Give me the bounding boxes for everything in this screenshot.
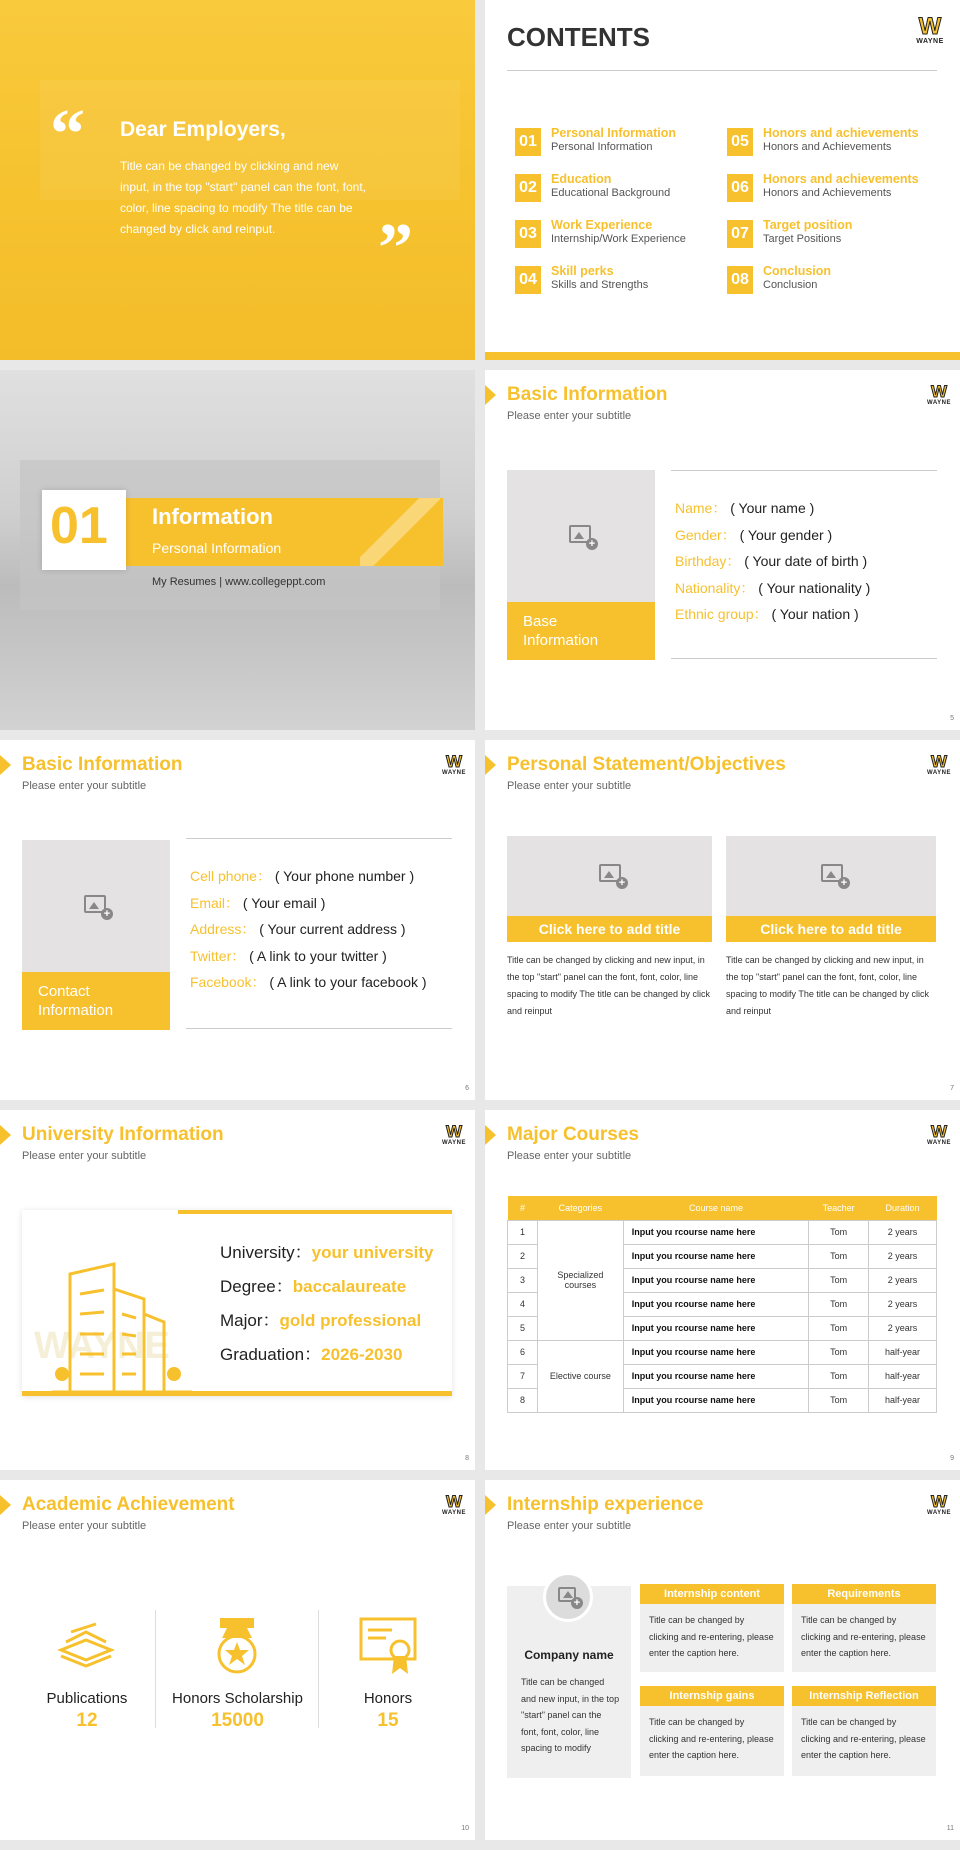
university-row xyxy=(220,1272,434,1306)
section-number: 01 xyxy=(50,497,108,555)
books-icon xyxy=(56,1620,116,1670)
letter-body: Title can be changed by clicking and new input, in the top "start" panel can the font, font, color, line spacing to modify The title can be changed by click and reinput. xyxy=(120,159,367,236)
image-icon xyxy=(569,525,591,543)
wayne-logo: W WAYNE xyxy=(927,752,951,776)
contents-item-title: Honors and achievements xyxy=(763,172,919,186)
row-number: 7 xyxy=(508,1364,538,1388)
course-name-cell[interactable]: Input you rcourse name here xyxy=(623,1292,808,1316)
wayne-logo: W WAYNE xyxy=(927,1492,951,1516)
section-subtitle: Personal Information xyxy=(152,540,282,556)
page-number: 8 xyxy=(465,1455,469,1462)
row-number: 8 xyxy=(508,1388,538,1412)
field-label: Ethnic group： xyxy=(675,606,768,622)
category-cell: Elective course xyxy=(537,1340,623,1412)
box-body: Title can be changed by clicking and re-entering, please enter the caption here. xyxy=(801,1615,926,1658)
bottom-divider xyxy=(671,658,937,659)
header-cell: Course name xyxy=(688,1202,744,1213)
section-title: Information xyxy=(152,504,273,529)
field-label: Nationality： xyxy=(675,579,755,596)
info-field xyxy=(675,551,870,578)
duration-cell: 2 years xyxy=(869,1244,937,1268)
bottom-accent-bar xyxy=(485,352,960,360)
image-icon xyxy=(821,864,843,882)
page-number: 11 xyxy=(946,1825,954,1832)
photo-placeholder[interactable] xyxy=(22,840,170,1030)
image-icon xyxy=(599,864,621,882)
box-body: Title can be changed by clicking and re-entering, please enter the caption here. xyxy=(649,1615,774,1658)
duration-cell: 2 years xyxy=(869,1220,937,1244)
teacher-cell: Tom xyxy=(809,1364,869,1388)
row-label: Degree： xyxy=(220,1277,293,1296)
teacher-cell: Tom xyxy=(809,1388,869,1412)
box-requirements xyxy=(792,1584,936,1672)
wayne-logo: W WAYNE xyxy=(927,1122,951,1146)
info-field xyxy=(675,604,870,631)
image-icon xyxy=(558,1587,576,1602)
slide-personal-statement xyxy=(485,740,960,1100)
field-label: Birthday： xyxy=(675,553,741,569)
row-number: 2 xyxy=(508,1244,538,1268)
slide-subtitle: Please enter your subtitle xyxy=(507,1150,632,1162)
contents-item-subtitle: Conclusion xyxy=(763,279,818,291)
card-top-accent xyxy=(178,1210,452,1214)
statement-image-1[interactable] xyxy=(507,836,712,916)
slide-section-01 xyxy=(0,370,475,730)
slide-title: Major Courses xyxy=(507,1124,639,1145)
info-field xyxy=(190,972,427,999)
header-cell: Teacher xyxy=(822,1202,855,1213)
header-marker xyxy=(0,1125,11,1145)
slide-title: Personal Statement/Objectives xyxy=(507,754,786,775)
category-cell: Specialized courses xyxy=(537,1220,623,1340)
teacher-cell: Tom xyxy=(809,1268,869,1292)
field-label: Gender： xyxy=(675,526,736,543)
contents-item-title: Conclusion xyxy=(763,264,832,278)
open-quote-icon: “ xyxy=(50,96,85,173)
watermark-logo: WAYNE xyxy=(34,1325,170,1367)
info-field xyxy=(190,946,427,973)
contents-divider xyxy=(507,70,937,71)
company-card xyxy=(507,1586,631,1778)
duration-cell: 2 years xyxy=(869,1316,937,1340)
slide-title: Basic Information xyxy=(22,754,183,775)
contents-item-title: Personal Information xyxy=(551,126,677,140)
contents-item[interactable] xyxy=(515,264,730,298)
top-divider xyxy=(671,470,937,471)
box-body: Title can be changed by clicking and re-entering, please enter the caption here. xyxy=(649,1717,774,1760)
header-cell: # xyxy=(519,1202,525,1213)
info-field xyxy=(675,498,870,525)
header-cell: Categories xyxy=(558,1202,603,1213)
field-label: Cell phone： xyxy=(190,868,271,884)
slide-title: Basic Information xyxy=(507,384,668,405)
stat-value-honors: 15 xyxy=(377,1710,399,1731)
wayne-logo: W WAYNE xyxy=(916,13,944,45)
field-value[interactable]: ( A link to your facebook ) xyxy=(269,974,427,990)
duration-cell: half-year xyxy=(869,1340,937,1364)
contents-item-subtitle: Skills and Strengths xyxy=(551,279,649,291)
contents-number: 07 xyxy=(727,220,753,248)
slide-basic-information xyxy=(485,370,960,730)
contents-number: 05 xyxy=(727,128,753,156)
building-icon xyxy=(52,1254,202,1394)
contents-number: 01 xyxy=(515,128,541,156)
table-header xyxy=(508,1196,937,1220)
header-cell: Duration xyxy=(885,1202,920,1213)
field-value[interactable]: ( Your gender ) xyxy=(739,526,833,543)
wayne-logo: W WAYNE xyxy=(927,382,951,406)
box-title[interactable]: Requirements xyxy=(792,1584,936,1604)
box-body: Title can be changed by clicking and re-entering, please enter the caption here. xyxy=(801,1717,926,1760)
page-number: 5 xyxy=(950,715,954,722)
slide-university-information xyxy=(0,1110,475,1470)
stat-label-publications: Publications xyxy=(46,1690,128,1707)
bottom-divider xyxy=(186,1028,452,1029)
table-row xyxy=(508,1220,937,1244)
contents-item-subtitle: Internship/Work Experience xyxy=(551,233,686,245)
contents-item-title: Honors and achievements xyxy=(763,126,919,140)
contact-fields xyxy=(190,866,427,999)
field-value[interactable]: ( A link to your twitter ) xyxy=(249,947,387,964)
statement-body-1: Title can be changed by clicking and new input, in the top "start" panel can the font, font, color, line spacing to modify The title can be changed by click and reinput xyxy=(507,955,710,1016)
box-title[interactable]: Internship content xyxy=(640,1584,784,1604)
slide-subtitle: Please enter your subtitle xyxy=(22,1520,147,1532)
field-label: Email： xyxy=(190,894,240,911)
teacher-cell: Tom xyxy=(809,1316,869,1340)
row-number: 1 xyxy=(508,1220,538,1244)
wayne-logo: W WAYNE xyxy=(442,1122,466,1146)
slide-title: Academic Achievement xyxy=(22,1494,235,1515)
contents-item-subtitle: Target Positions xyxy=(763,233,842,245)
contents-number: 03 xyxy=(515,220,541,248)
contents-number: 04 xyxy=(515,266,541,294)
duration-cell: half-year xyxy=(869,1388,937,1412)
image-icon xyxy=(84,895,106,913)
course-name-cell[interactable]: Input you rcourse name here xyxy=(623,1388,808,1412)
info-fields xyxy=(675,498,870,631)
stat-value-scholarship: 15000 xyxy=(211,1710,264,1731)
field-label: Address： xyxy=(190,921,256,937)
header-marker xyxy=(485,755,496,775)
slide-title: University Information xyxy=(22,1124,224,1145)
page-number: 6 xyxy=(465,1085,469,1092)
certificate-icon xyxy=(358,1616,418,1678)
header-marker xyxy=(485,385,496,405)
header-marker xyxy=(485,1125,496,1145)
duration-cell: half-year xyxy=(869,1364,937,1388)
stat-divider xyxy=(318,1610,319,1728)
contents-item[interactable] xyxy=(727,172,942,206)
header-marker xyxy=(0,755,11,775)
contents-number: 02 xyxy=(515,174,541,202)
contents-item[interactable] xyxy=(515,126,730,160)
field-value[interactable]: ( Your nationality ) xyxy=(758,579,871,596)
statement-image-2[interactable] xyxy=(726,836,936,916)
slide-subtitle: Please enter your subtitle xyxy=(507,410,632,422)
statement-title-1[interactable]: Click here to add title xyxy=(507,916,712,942)
teacher-cell: Tom xyxy=(809,1340,869,1364)
teacher-cell: Tom xyxy=(809,1292,869,1316)
contents-item-title: Skill perks xyxy=(551,264,614,278)
university-card xyxy=(22,1210,452,1396)
contents-title: CONTENTS xyxy=(507,22,650,52)
box-title[interactable]: Internship Reflection xyxy=(792,1686,936,1706)
row-label: University： xyxy=(220,1243,312,1262)
page-number: 9 xyxy=(950,1455,954,1462)
wayne-logo: W WAYNE xyxy=(442,752,466,776)
company-name: Company name xyxy=(524,1648,614,1662)
slide-contents xyxy=(485,0,960,360)
course-table xyxy=(507,1196,937,1413)
field-value[interactable]: ( Your current address ) xyxy=(259,921,406,937)
contents-number: 08 xyxy=(727,266,753,294)
company-description: Title can be changed and new input, in the top "start" panel can the font, font, color, line spacing to modify xyxy=(521,1677,620,1753)
contents-item-subtitle: Personal Information xyxy=(551,141,653,153)
row-number: 3 xyxy=(508,1268,538,1292)
box-internship-content xyxy=(640,1584,784,1672)
contents-item[interactable] xyxy=(727,126,942,160)
top-divider xyxy=(186,838,452,839)
section-footer: My Resumes | www.collegeppt.com xyxy=(152,576,326,588)
header-marker xyxy=(0,1495,11,1515)
row-value[interactable]: 2026-2030 xyxy=(321,1345,403,1364)
box-internship-reflection xyxy=(792,1686,936,1776)
card-label: Base Information xyxy=(523,613,599,649)
slide-major-courses xyxy=(485,1110,960,1470)
row-label: Major： xyxy=(220,1311,280,1330)
field-value[interactable]: ( Your phone number ) xyxy=(274,868,415,884)
medal-icon xyxy=(212,1616,262,1676)
contents-item-title: Education xyxy=(551,172,612,186)
field-label: Twitter： xyxy=(190,947,246,964)
course-name-cell[interactable]: Input you rcourse name here xyxy=(623,1340,808,1364)
field-value[interactable]: ( Your email ) xyxy=(242,894,326,911)
contents-item[interactable] xyxy=(727,218,942,252)
contents-item[interactable] xyxy=(727,264,942,298)
info-field xyxy=(675,578,870,605)
letter-title: Dear Employers, xyxy=(120,118,286,141)
stat-value-publications: 12 xyxy=(76,1710,98,1731)
row-label: Graduation： xyxy=(220,1345,322,1364)
university-row xyxy=(220,1238,434,1272)
stat-label-honors: Honors xyxy=(363,1690,413,1707)
course-name-cell[interactable]: Input you rcourse name here xyxy=(623,1268,808,1292)
slide-subtitle: Please enter your subtitle xyxy=(22,1150,147,1162)
photo-placeholder[interactable] xyxy=(507,470,655,660)
stat-divider xyxy=(155,1610,156,1728)
statement-title-2[interactable]: Click here to add title xyxy=(726,916,936,942)
course-name-cell[interactable]: Input you rcourse name here xyxy=(623,1316,808,1340)
close-quote-icon: ” xyxy=(378,210,413,287)
university-row xyxy=(220,1340,434,1374)
contents-item-title: Work Experience xyxy=(551,218,653,232)
row-number: 4 xyxy=(508,1292,538,1316)
card-label: Contact Information xyxy=(38,983,114,1019)
row-number: 5 xyxy=(508,1316,538,1340)
course-name-cell[interactable]: Input you rcourse name here xyxy=(623,1220,808,1244)
header-marker xyxy=(485,1495,496,1515)
statement-body-2: Title can be changed by clicking and new input, in the top "start" panel can the font, font, color, line spacing to modify The title can be changed by click and reinput xyxy=(726,955,929,1016)
slide-title: Internship experience xyxy=(507,1494,704,1515)
contents-item[interactable] xyxy=(515,172,730,206)
field-value[interactable]: ( Your nation ) xyxy=(771,606,859,622)
box-title[interactable]: Internship gains xyxy=(640,1686,784,1706)
contents-item-subtitle: Honors and Achievements xyxy=(763,141,892,153)
info-field xyxy=(675,525,870,552)
duration-cell: 2 years xyxy=(869,1268,937,1292)
teacher-cell: Tom xyxy=(809,1220,869,1244)
slide-academic-achievement xyxy=(0,1480,475,1840)
box-internship-gains xyxy=(640,1686,784,1776)
contents-item-subtitle: Honors and Achievements xyxy=(763,187,892,199)
contents-item[interactable] xyxy=(515,218,730,252)
company-photo[interactable] xyxy=(543,1572,593,1622)
university-row xyxy=(220,1306,434,1340)
row-value[interactable]: gold professional xyxy=(279,1311,422,1330)
wayne-logo: W WAYNE xyxy=(442,1492,466,1516)
row-value[interactable]: baccalaureate xyxy=(292,1277,407,1296)
course-name-cell[interactable]: Input you rcourse name here xyxy=(623,1364,808,1388)
university-details xyxy=(220,1238,434,1374)
page-number: 10 xyxy=(461,1825,469,1832)
field-label: Facebook： xyxy=(190,974,266,990)
field-value[interactable]: ( Your date of birth ) xyxy=(744,553,868,569)
info-field xyxy=(190,866,427,893)
stat-label-scholarship: Honors Scholarship xyxy=(172,1690,303,1707)
duration-cell: 2 years xyxy=(869,1292,937,1316)
field-label: Name： xyxy=(675,500,727,516)
slide-dear-employers xyxy=(0,0,475,360)
info-field xyxy=(190,893,427,920)
field-value[interactable]: ( Your name ) xyxy=(730,500,815,516)
section-stripes xyxy=(360,498,440,566)
slide-internship-experience xyxy=(485,1480,960,1840)
course-table-body xyxy=(508,1220,937,1412)
row-number: 6 xyxy=(508,1340,538,1364)
slide-subtitle: Please enter your subtitle xyxy=(507,1520,632,1532)
contents-item-subtitle: Educational Background xyxy=(551,187,671,199)
teacher-cell: Tom xyxy=(809,1244,869,1268)
contents-item-title: Target position xyxy=(763,218,853,232)
slide-subtitle: Please enter your subtitle xyxy=(507,780,632,792)
page-number: 7 xyxy=(950,1085,954,1092)
slide-contact-information xyxy=(0,740,475,1100)
row-value[interactable]: your university xyxy=(311,1243,434,1262)
contents-number: 06 xyxy=(727,174,753,202)
slide-subtitle: Please enter your subtitle xyxy=(22,780,147,792)
table-row xyxy=(508,1340,937,1364)
course-name-cell[interactable]: Input you rcourse name here xyxy=(623,1244,808,1268)
info-field xyxy=(190,919,427,946)
